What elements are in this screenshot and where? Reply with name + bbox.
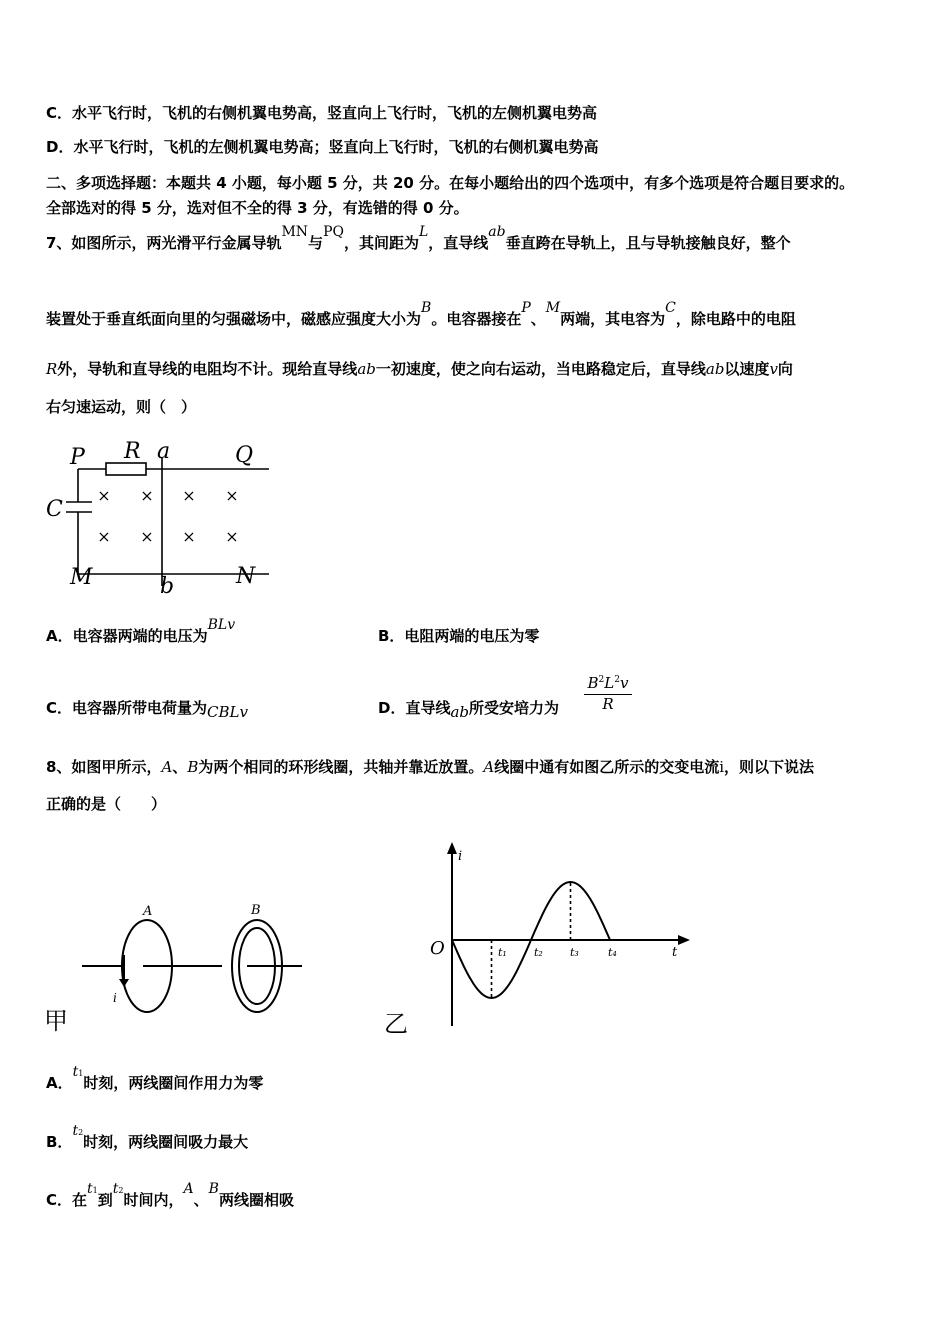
q7-stem-line3: R外，导轨和直导线的电阻均不计。现给直导线ab一初速度，使之向右运动，当电路稳定后，直导线ab以速度v向 [46, 360, 793, 378]
label-N: N [236, 564, 256, 589]
field-cross: × [182, 527, 196, 546]
q7-stem-line1: 7、如图所示，两光滑平行金属导轨MN与PQ，其间距为L，直导线ab垂直跨在导轨上，且与导轨接触良好，整个 [46, 224, 791, 252]
field-cross: × [225, 527, 239, 546]
q6-option-c: C．水平飞行时，飞机的右侧机翼电势高，竖直向上飞行时，飞机的左侧机翼电势高 [46, 104, 598, 122]
label-b: b [160, 574, 175, 598]
label-C: C [46, 497, 63, 522]
section2-heading-line2: 全部选对的得 5 分，选对但不全的得 3 分，有选错的得 0 分。 [46, 199, 469, 217]
origin-label: O [430, 938, 445, 959]
q8-option-b: B．$t_2$时刻，两线圈间吸力最大 [46, 1123, 249, 1151]
tick-t4: t₄ [608, 946, 617, 959]
current-label-i: i [113, 991, 117, 1005]
q7-option-b: B．电阻两端的电压为零 [378, 627, 540, 645]
coil-label-B: B [251, 903, 261, 918]
q7-option-d: D．直导线ab所受安培力为 [378, 699, 560, 721]
q8-option-a: A．$t_1$时刻，两线圈间作用力为零 [46, 1064, 264, 1092]
q8-current-graph [380, 840, 700, 1040]
field-cross: × [140, 527, 154, 546]
label-Q: Q [235, 443, 254, 468]
figure-caption-jia: 甲 [44, 1007, 68, 1035]
tick-t2: t₂ [534, 946, 543, 959]
fraction-numerator: $B^2L^2v$ [587, 674, 629, 692]
field-cross: × [140, 486, 154, 505]
label-R: R [124, 439, 141, 464]
q8-option-c: C．在$t_1$到$t_2$时间内，A、B两线圈相吸 [46, 1181, 294, 1209]
figure-caption-yi: 乙 [384, 1010, 408, 1038]
axis-label-i: i [458, 849, 463, 864]
tick-t3: t₃ [570, 946, 579, 959]
label-M: M [70, 565, 93, 590]
field-cross: × [97, 486, 111, 505]
q7-option-a: A．电容器两端的电压为BLv [46, 617, 236, 645]
tick-t1: t₁ [498, 946, 507, 959]
q8-coils-figure [40, 895, 320, 1045]
q7-circuit-diagram [44, 438, 274, 598]
q7-stem-line2: 装置处于垂直纸面向里的匀强磁场中，磁感应强度大小为B。电容器接在P、M两端，其电容为C，除电路中的电阻 [46, 300, 796, 328]
q7-option-d-fraction [584, 674, 632, 713]
field-cross: × [97, 527, 111, 546]
field-cross: × [225, 486, 239, 505]
q6-option-d: D．水平飞行时，飞机的左侧机翼电势高；竖直向上飞行时，飞机的右侧机翼电势高 [46, 138, 599, 156]
fraction-denominator: R [584, 694, 632, 713]
q8-stem-line2: 正确的是（ ） [46, 795, 167, 813]
field-cross: × [182, 486, 196, 505]
section2-heading-line1: 二、多项选择题：本题共 4 小题，每小题 5 分，共 20 分。在每小题给出的四个选项中，有多个选项是符合题目要求的。 [46, 174, 855, 192]
label-P: P [70, 445, 85, 470]
q7-option-c: C．电容器所带电荷量为CBLv [46, 699, 248, 721]
q7-stem-line4: 右匀速运动，则（ ） [46, 398, 197, 416]
coil-label-A: A [143, 904, 153, 919]
magnetic-field-marks [97, 486, 238, 546]
q8-stem-line1: 8、如图甲所示，A、B为两个相同的环形线圈，共轴并靠近放置。A线圈中通有如图乙所示的交变电流i，则以下说法 [46, 758, 815, 776]
label-a: a [157, 439, 171, 464]
axis-label-t: t [672, 945, 678, 960]
